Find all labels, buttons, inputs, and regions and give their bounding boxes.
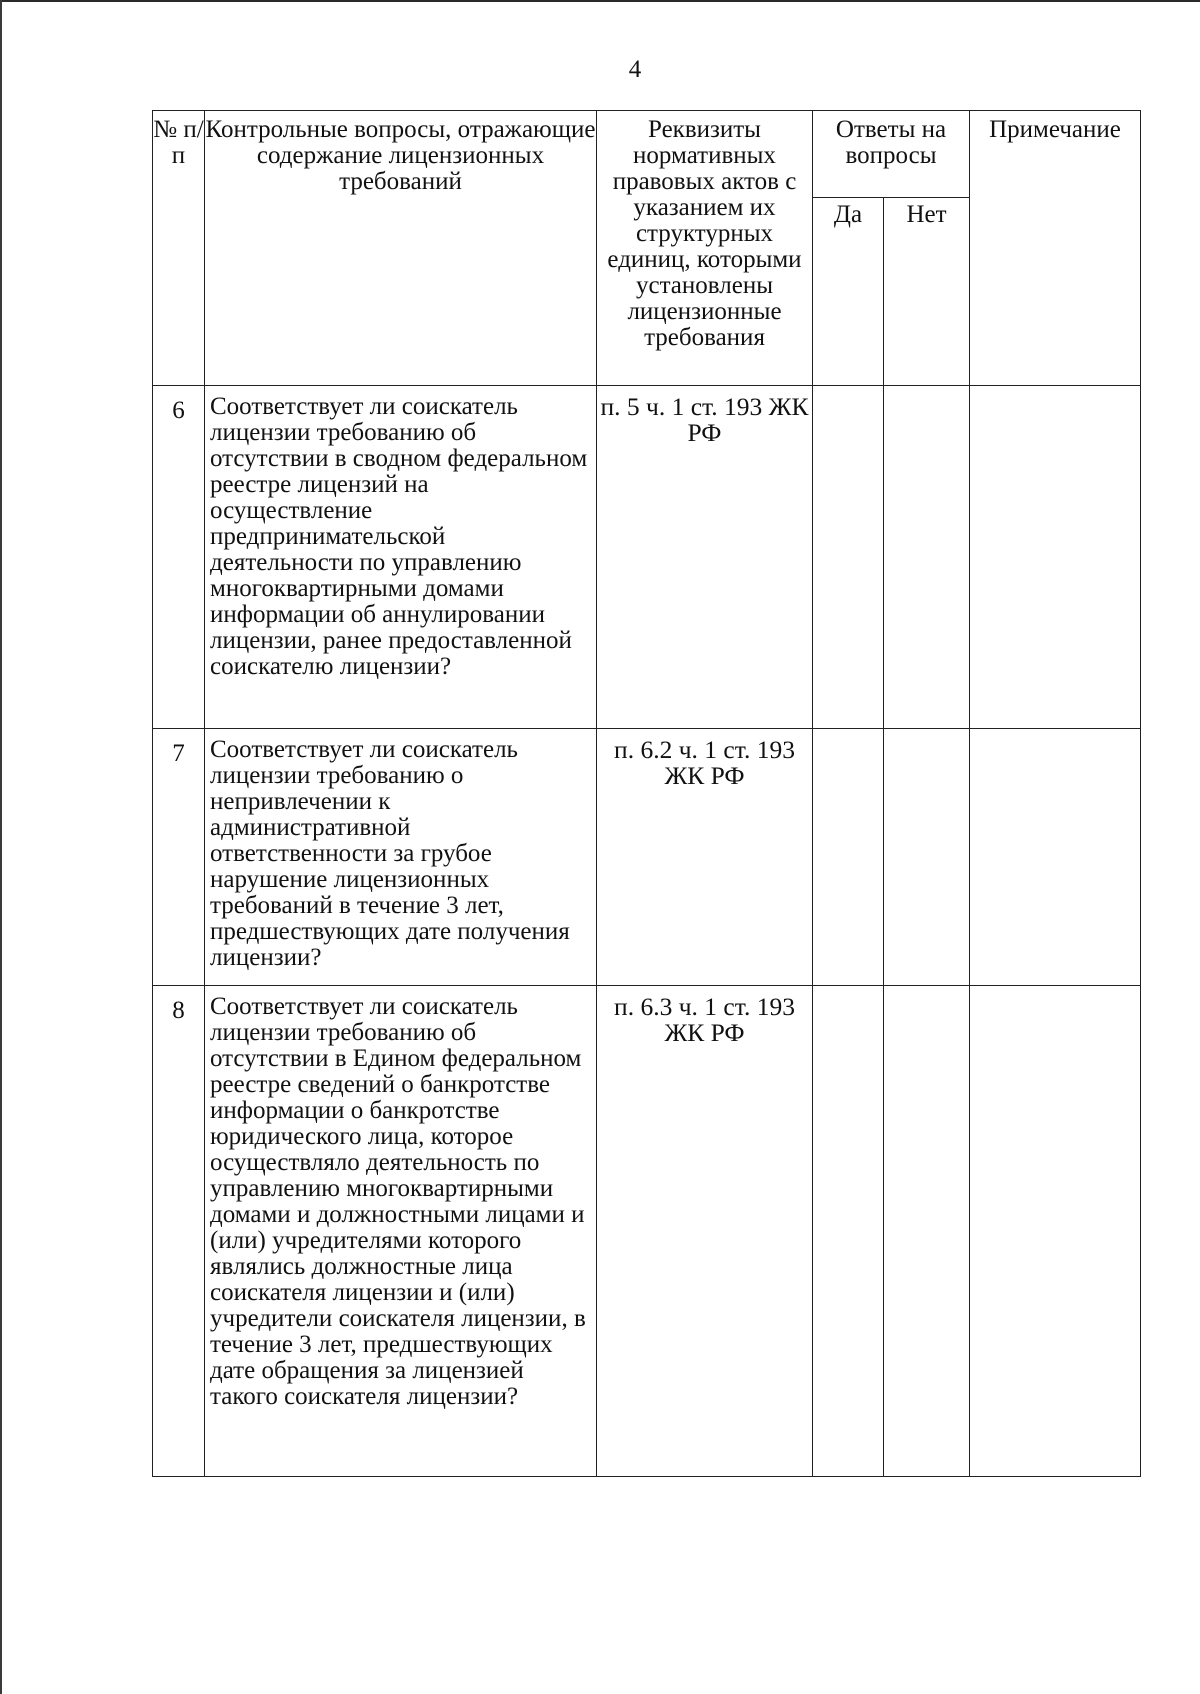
scan-border-left — [0, 0, 2, 1694]
header-questions: Контрольные вопросы, отражающие содержание лицензионных требований — [205, 111, 597, 386]
header-yes: Да — [813, 198, 884, 386]
header-notes: Примечание — [970, 111, 1141, 386]
answer-no-cell[interactable] — [884, 729, 970, 986]
scan-border-top — [0, 0, 1200, 2]
answer-yes-cell[interactable] — [813, 986, 884, 1477]
note-cell[interactable] — [970, 986, 1141, 1477]
note-cell[interactable] — [970, 729, 1141, 986]
row-question: Соответствует ли соискатель лицензии требованию об отсутствии в сводном федеральном реестре лицензий на осуществление предпринимательской деятельности по управлению многоквартирными домами информации об аннулировании лицензии, ранее предоставленной соискателю лицензии? — [205, 386, 597, 729]
table-row — [153, 729, 1141, 986]
header-row-top — [153, 111, 1141, 198]
header-no: Нет — [884, 198, 970, 386]
checklist-table — [152, 110, 1141, 1477]
row-reference: п. 6.3 ч. 1 ст. 193 ЖК РФ — [597, 986, 813, 1477]
row-number: 6 — [153, 386, 205, 729]
header-num: № п/п — [153, 111, 205, 386]
row-number: 7 — [153, 729, 205, 986]
page-number: 4 — [628, 56, 642, 83]
answer-no-cell[interactable] — [884, 386, 970, 729]
row-question: Соответствует ли соискатель лицензии требованию об отсутствии в Едином федеральном реестре сведений о банкротстве информации о банкротстве юридического лица, которое осуществляло деятельность по управлению многоквартирными домами и должностными лицами и (или) учредителями которого являлись должностные лица соискателя лицензии и (или) учредители соискателя лицензии, в течение 3 лет, предшествующих дате обращения за лицензией такого соискателя лицензии? — [205, 986, 597, 1477]
header-answers: Ответы на вопросы — [813, 111, 970, 198]
row-reference: п. 5 ч. 1 ст. 193 ЖК РФ — [597, 386, 813, 729]
table-row — [153, 386, 1141, 729]
row-question: Соответствует ли соискатель лицензии требованию о непривлечении к административной ответственности за грубое нарушение лицензионных требований в течение 3 лет, предшествующих дате получения лицензии? — [205, 729, 597, 986]
answer-yes-cell[interactable] — [813, 386, 884, 729]
row-reference: п. 6.2 ч. 1 ст. 193 ЖК РФ — [597, 729, 813, 986]
answer-yes-cell[interactable] — [813, 729, 884, 986]
answer-no-cell[interactable] — [884, 986, 970, 1477]
table-row — [153, 986, 1141, 1477]
header-references: Реквизиты нормативных правовых актов с указанием их структурных единиц, которыми установлены лицензионные требования — [597, 111, 813, 386]
note-cell[interactable] — [970, 386, 1141, 729]
row-number: 8 — [153, 986, 205, 1477]
